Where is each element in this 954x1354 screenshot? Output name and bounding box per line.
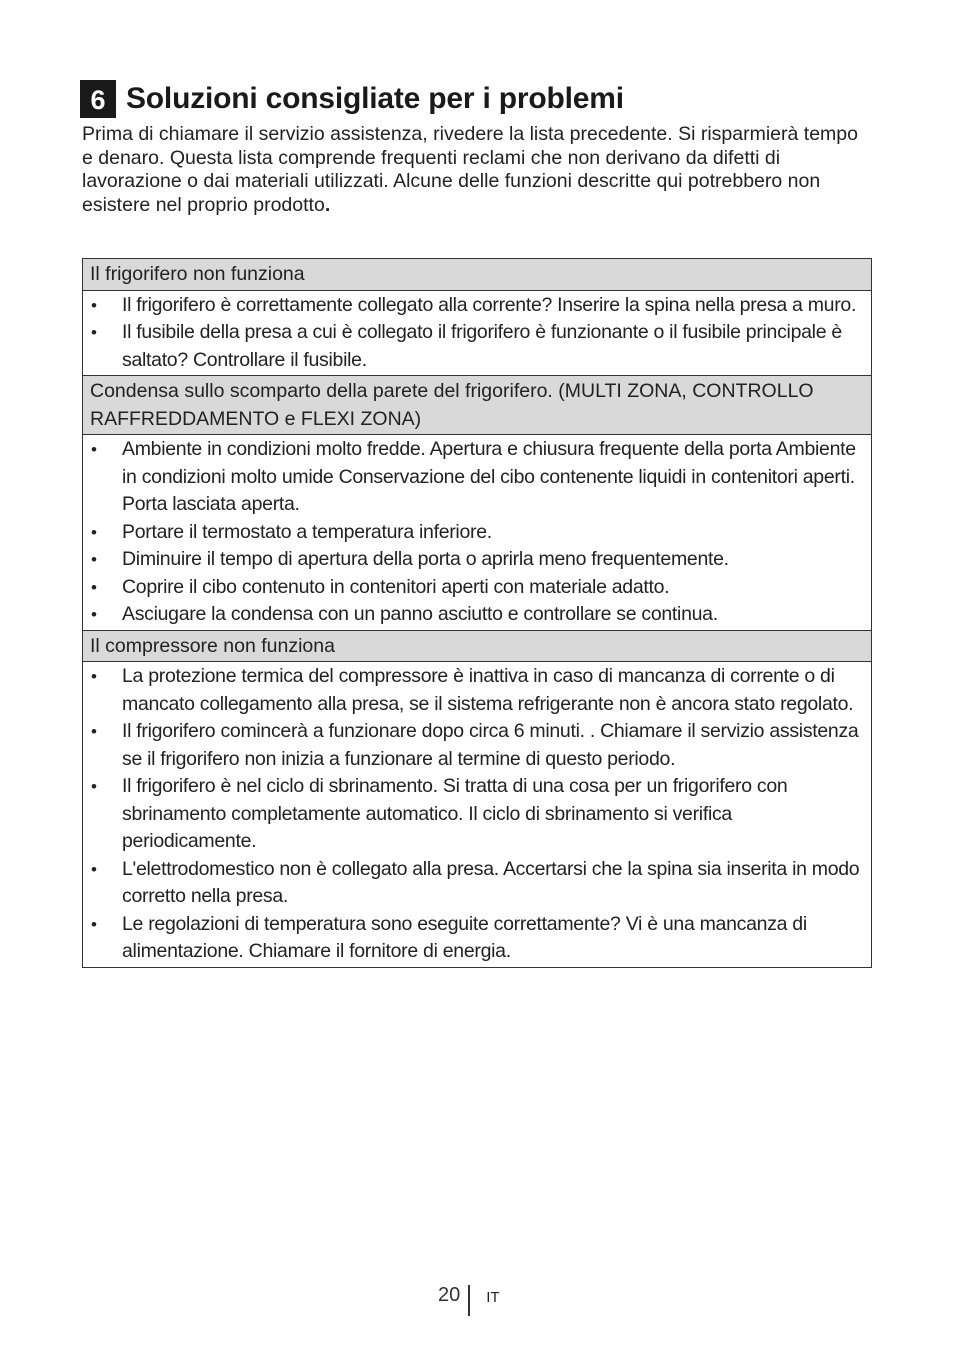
solution-text: La protezione termica del compressore è inattiva in caso di mancanza di corrente o di mancato collegamento alla presa, se il sistema refrigerante non è ancora stato regolato. xyxy=(122,665,854,715)
solution-cell xyxy=(83,662,872,968)
solution-text: L'elettrodomestico non è collegato alla presa. Accertarsi che la spina sia inserita in modo corretto nella presa. xyxy=(122,857,860,907)
footer-divider xyxy=(468,1285,470,1316)
intro-text: Prima di chiamare il servizio assistenza, rivedere la lista precedente. Si risparmierà tempo e denaro. Questa lista comprende frequenti reclami che non derivano da difetti di lavorazione o dai materiali utilizzati. Alcune delle funzioni descritte qui potrebbero non esistere nel proprio prodotto xyxy=(82,123,858,216)
bullet-icon: • xyxy=(91,323,97,342)
solution-list xyxy=(83,291,871,376)
bullet-icon: • xyxy=(91,859,97,879)
solution-item xyxy=(83,546,863,574)
bullet-icon: • xyxy=(91,914,97,934)
problem-header-row xyxy=(83,630,872,662)
problem-header-row xyxy=(83,376,872,435)
bullet-icon: • xyxy=(91,550,97,569)
problem-header-row xyxy=(83,259,872,291)
page-title: Soluzioni consigliate per i problemi xyxy=(126,82,624,115)
solution-text: Ambiente in condizioni molto fredde. Apertura e chiusura frequente della porta Ambiente in condizioni molto umide Conservazione del cibo contenente liquidi in contenitori aperti. Porta lasciata aperta. xyxy=(122,438,856,515)
bullet-icon: • xyxy=(91,522,97,542)
solution-row xyxy=(83,435,872,631)
solution-cell xyxy=(83,290,872,376)
problem-title: Condensa sullo scomparto della parete del frigorifero. (MULTI ZONA, CONTROLLO RAFFREDDAMENTO e FLEXI ZONA) xyxy=(83,376,872,435)
troubleshooting-table-body xyxy=(83,259,872,968)
bullet-icon: • xyxy=(91,440,97,459)
language-code: IT xyxy=(486,1289,500,1306)
solution-item xyxy=(83,856,863,911)
solution-item xyxy=(83,292,863,320)
solution-item xyxy=(83,436,863,519)
solution-list xyxy=(83,662,871,967)
solution-text: Asciugare la condensa con un panno asciutto e controllare se continua. xyxy=(122,603,718,625)
bullet-icon: • xyxy=(91,605,97,624)
solution-text: Le regolazioni di temperatura sono eseguite correttamente? Vi è una mancanza di alimentazione. Chiamare il fornitore di energia. xyxy=(122,912,807,962)
page-footer xyxy=(438,1280,500,1311)
section-number-badge: 6 xyxy=(80,80,116,118)
solution-item xyxy=(83,601,863,629)
solution-text: Coprire il cibo contenuto in contenitori aperti con materiale adatto. xyxy=(122,575,670,598)
solution-item xyxy=(83,911,863,966)
problem-title: Il compressore non funziona xyxy=(83,630,872,662)
solution-cell xyxy=(83,435,872,631)
solution-item xyxy=(83,718,863,773)
solution-item xyxy=(83,773,863,856)
problem-title: Il frigorifero non funziona xyxy=(83,259,872,291)
solution-item xyxy=(83,519,863,547)
troubleshooting-table xyxy=(82,258,872,968)
bullet-icon: • xyxy=(91,667,97,686)
solution-list xyxy=(83,435,871,630)
solution-item xyxy=(83,319,863,374)
solution-row xyxy=(83,662,872,968)
solution-text: Diminuire il tempo di apertura della porta o aprirla meno frequentemente. xyxy=(122,548,729,570)
page-number: 20 xyxy=(438,1284,461,1306)
solution-text: Il fusibile della presa a cui è collegato il frigorifero è funzionante o il fusibile principale è saltato? Controllare il fusibile. xyxy=(122,321,842,371)
solution-item xyxy=(83,663,863,718)
bullet-icon: • xyxy=(91,777,97,796)
bullet-icon: • xyxy=(91,577,97,597)
solution-item xyxy=(83,574,863,602)
solution-text: Portare il termostato a temperatura inferiore. xyxy=(122,520,492,543)
intro-paragraph xyxy=(82,123,872,217)
intro-end-mark: . xyxy=(324,193,331,216)
bullet-icon: • xyxy=(91,295,97,315)
bullet-icon: • xyxy=(91,722,97,741)
solution-text: Il frigorifero è nel ciclo di sbrinamento. Si tratta di una cosa per un frigorifero con sbrinamento completamente automatico. Il ciclo di sbrinamento si verifica periodicamente. xyxy=(122,775,788,852)
solution-row xyxy=(83,290,872,376)
solution-text: Il frigorifero comincerà a funzionare dopo circa 6 minuti. . Chiamare il servizio assistenza se il frigorifero non inizia a funzionare al termine di questo periodo. xyxy=(122,720,859,770)
solution-text: Il frigorifero è correttamente collegato alla corrente? Inserire la spina nella presa a muro. xyxy=(122,293,857,316)
section-heading xyxy=(80,80,624,118)
